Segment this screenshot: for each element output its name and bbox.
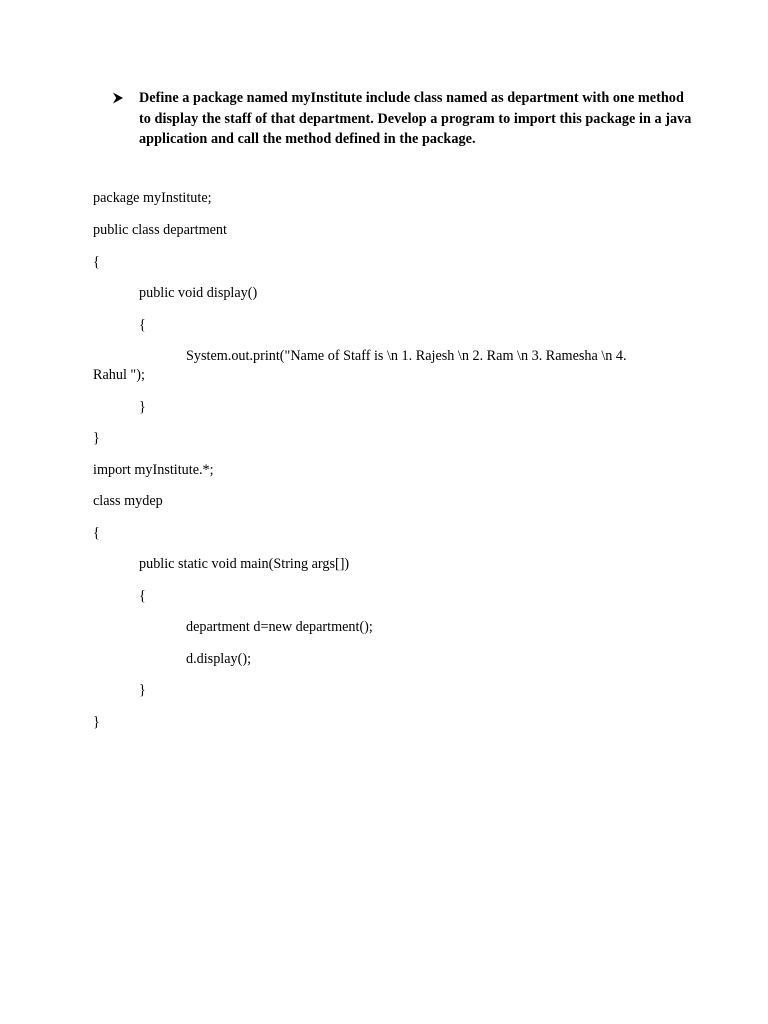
code-line: { bbox=[93, 254, 100, 270]
code-line: public class department bbox=[93, 222, 227, 238]
code-line: } bbox=[93, 430, 100, 446]
code-line: { bbox=[139, 317, 146, 333]
code-line: Rahul "); bbox=[93, 367, 145, 383]
code-line: class mydep bbox=[93, 493, 163, 509]
code-line: public static void main(String args[]) bbox=[139, 556, 350, 572]
code-line: import myInstitute.*; bbox=[93, 462, 214, 478]
code-line: d.display(); bbox=[186, 651, 252, 667]
code-line: System.out.print("Name of Staff is \n 1. Rajesh \n 2. Ram \n 3. Ramesha \n 4. bbox=[186, 348, 627, 364]
code-line: package myInstitute; bbox=[93, 190, 212, 206]
question-item bbox=[112, 88, 692, 150]
code-line: } bbox=[139, 399, 146, 415]
code-line: } bbox=[139, 682, 146, 698]
code-line: { bbox=[93, 525, 100, 541]
code-line: department d=new department(); bbox=[186, 619, 373, 635]
code-line: { bbox=[139, 588, 146, 604]
question-text: Define a package named myInstitute include class named as department with one method to display the staff of that department. Develop a program to import this package in a java application and call the method defined in the package. bbox=[139, 90, 692, 147]
arrowhead-bullet-icon bbox=[112, 88, 139, 111]
code-line: public void display() bbox=[139, 285, 258, 301]
code-line: } bbox=[93, 714, 100, 730]
